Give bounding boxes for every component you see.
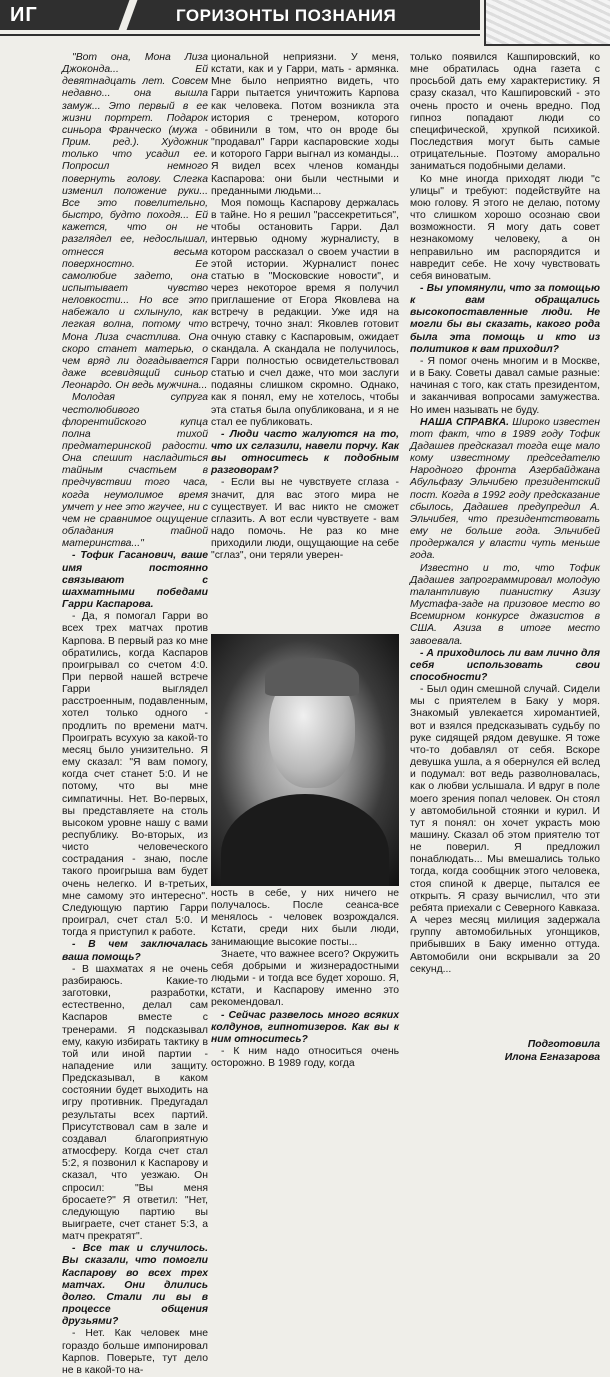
section-title: ГОРИЗОНТЫ ПОЗНАНИЯ (176, 6, 397, 25)
paragraph: - В чем заключалась ваша помощь? (62, 939, 208, 963)
reference-text: Широко известен тот факт, что в 1989 году Тофик Дадашев предсказал тогда еще мало кому известному председателю Народного фронта Азербайджана Абульфазу Эльчибею президентский пост. Когда в 1992 году предсказание сбылось, Дадашев предупредил А. Эльчибея, что президентствовать ему не больше года. Эльчибей продержался у власти чуть меньше года. (410, 416, 600, 562)
header-illustration-icon (484, 0, 610, 46)
paragraph: только появился Кашпировский, ко мне обратилась одна газета с просьбой дать ему характеристику. Я сразу сказал, что Кашпировский - это очень просто и очень вредно. Под гипноз попадают люди со специфической, хрупкой психикой. Последствия могут быть самые отрицательные. Поэтому аморально заниматься подобными делами. (410, 52, 600, 173)
portrait-shoulders (221, 794, 389, 886)
paragraph: ность в себе, у них ничего не получалось. После сеанса-все менялось - человек возрождался. Кстати, среди них были люди, занимающие высокие посты... (211, 888, 399, 948)
column-2 (211, 52, 399, 563)
portrait-photo (211, 634, 399, 886)
paragraph: - Все так и случилось. Вы сказали, что помогли Каспарову во всех трех матчах. Они длились долго. Стали ли вы в процессе общения друзьями? (62, 1243, 208, 1328)
paragraph: - Я помог очень многим и в Москве, и в Баку. Советы давал самые разные: начиная с того, как стать президентом, и заканчивая вопросами замужества. Но имен называть не буду. (410, 355, 600, 416)
reference-label: НАША СПРАВКА. (420, 416, 510, 428)
paragraph: "Вот она, Мона Лиза Джоконда... Ей девятнадцать лет. Совсем недавно... она вышла замуж... Это первый в ее жизни портрет. Подарок синьора Франческо (мужа - Прим. ред.). Художник только что усадил ее. Попросил немного повернуть голову. Слегка изменил положение руки... Все это повелительно, быстро, будто походя... Ей кажется, что он не разглядел ее, недослышал, отнесся весьма поверхностно. Ее самолюбие задето, она испытывает чувство неловкости... Но все это набежало и схлынуло, как легкая волна, потому что Мона Лиза счастлива. Она скоро станет матерью, о чем вряд ли догадывается даже всевидящий синьор Леонардо. Он ведь мужчина... (62, 52, 208, 392)
paragraph: - Тофик Гасанович, ваше имя постоянно связывают с шахматными победами Гарри Каспарова. (62, 550, 208, 611)
header-rule (0, 34, 480, 36)
paragraph: - В шахматах я не очень разбираюсь. Какие-то заготовки, разработки, естественно, делал сам Каспаров вместе с тренерами. Я подсказывал ему, какую избирать тактику в той или иной партии - нападение или защиту. Предсказывал, в каком состоянии будет выходить на игру противник. Предугадал результаты всех партий. Присутствовал сам в зале и создавал благоприятную атмосферу. Когда счет стал 5:2, я позвонил к Каспарову и сказал, что уезжаю. Он спросил: "Вы меня бросаете?" Я ответил: "Нет, следующую партию вы выиграете, счет станет 5:3, а матч прекратят". (62, 963, 208, 1243)
paragraph: - Вы упомянули, что за помощью к вам обращались высокопоставленные люди. Не могли бы вы сказать, какого рода была эта помощь и кто из политиков к вам приходил? (410, 282, 600, 355)
paragraph: Знаете, что важнее всего? Окружить себя добрыми и жизнерадостными людьми - и тогда все будет хорошо. Я, кстати, и Каспарову именно это рекомендовал. (211, 948, 399, 1009)
paragraph: Молодая супруга честолюбивого флорентийского купца полна тихой предматеринской радости. Она спешит насладиться тайным счастьем в предчувствии того часа, когда неумолимое время умчет у нее это жгучее, ни с чем не сравнимое ощущение обладания тайной материнства..." (62, 392, 208, 550)
signature-author-name: Илона Егназарова (504, 1052, 600, 1063)
paragraph: - Да, я помогал Гарри во всех трех матчах против Карпова. В первый раз ко мне обратились, когда Каспаров проигрывал со счетом 4:0. При первой нашей встрече Гарри выглядел расстроенным, подавленным, хотел только одного - продлить по времени матч. Проиграть всухую за какой-то месяц было унизительно. Я ему сказал: "Я вам помогу, когда счет станет 5:0. И не потому, что вы мне симпатичны. Нет. Во-первых, вы представляете на столь высоком уровне нашу с вами республику. Во-вторых, из чисто человеческого сострадания - знаю, после такого проигрыша вам будет очень нелегко. И в-третьих, мне самому это интересно". Следующую партию Гарри проиграл, счет стал 5:0. И тогда я приступил к работе. (62, 611, 208, 939)
paragraph: - Сейчас развелось много всяких колдунов, гипнотизеров. Как вы к ним относитесь? (211, 1009, 399, 1045)
paragraph: Известно и то, что Тофик Дадашев запрограммировал молодую талантливую пианистку Азизу Мустафа-заде на призовое место во Всемирном конкурсе джазистов в США. Азиза в итоге место завоевала. (410, 562, 600, 647)
paragraph: - К ним надо относиться очень осторожно. В 1989 году, когда (211, 1046, 399, 1070)
author-signature (410, 1038, 600, 1064)
portrait-hair (265, 658, 359, 696)
paragraph: - Нет. Как человек мне гораздо больше импонировал Карпов. Поверьте, тут дело не в какой-то на- (62, 1328, 208, 1376)
paragraph: - Если вы не чувствуете сглаза - значит, для вас этого мира не существует. И вас никто не сможет сглазить. А вот если чувствуете - вам надо помочь. Не раз ко мне приходили люди, ощущающие на себе "сглаз", они теряли уверен- (211, 477, 399, 562)
column-3 (410, 52, 600, 976)
header-separator (119, 0, 138, 30)
paragraph: Ко мне иногда приходят люди "с улицы" и требуют: подействуйте на мою голову. Я этого не делаю, потому что слишком хорошо осознаю свои возможности. Я могу дать совет незнакомому человеку, а он неправильно им распорядится и навредит себе. Не хочу чувствовать себя виноватым. (410, 173, 600, 282)
signature-prepared-by: Подготовила (527, 1039, 600, 1050)
paragraph: - Люди часто жалуются на то, что их сглазили, навели порчу. Как вы относитесь к подобным разговорам? (211, 428, 399, 477)
paragraph: Моя помощь Каспарову держалась в тайне. Но я решил "рассекретиться", чтобы остановить Гарри. Дал интервью одному журналисту, в котором рассказал о своем участии в этой истории. Журналист понес статью в "Московские новости", и через некоторое время я получил приглашение от Егора Яковлева на встречу в редакции. Уже идя на встречу, точно знал: Яковлев готовит очную ставку с Каспаровым, ожидает скандала. А скандала не получилось, Гарри полностью освидетельствовал статью и счел даже, что мои заслуги подаяны слишком скромно. Однако, как я понял, ему не хотелось, чтобы эта статья была опубликована, и я не стал ее публиковать. (211, 197, 399, 428)
page-header (0, 0, 610, 48)
paragraph: циональной неприязни. У меня, кстати, как и у Гарри, мать - армянка. Мне было неприятно видеть, что Гарри пытается уничтожить Карпова как человека. Потом возникла эта история с тренером, которого обвинили в том, что он вроде бы "продавал" Гарри каспаровские ходы и которого Гарри выгнал из команды... Я видел всех членов команды Каспарова: они были честными и преданными людьми... (211, 52, 399, 197)
paragraph (410, 417, 600, 563)
column-2-bottom (211, 888, 399, 1070)
header-band (0, 0, 480, 30)
paragraph: - А приходилось ли вам лично для себя использовать свои способности? (410, 647, 600, 683)
newspaper-abbr: ИГ (10, 4, 38, 26)
column-1 (62, 52, 208, 1377)
paragraph: - Был один смешной случай. Сидели мы с приятелем в Баку у моря. Знакомый увлекается хиромантией, вот и взялся предсказывать судьбу по руке сидящей рядом девушке. Я тоже что-то добавлял от себя. Вскоре девушка ушла, а я обернулся ей вслед и подумал: вот ведь разволновалась, как о любви услышала. И вдруг в поле моего зрения попал человек. Он стоял у автомобильной стоянки и курил. И тут я понял: он хочет украсть мою машину. Сказал об этом приятелю тот не поверил. Я предложил понаблюдать... Мы вмешались только тогда, когда сообщник этого человека, стоя спиной к дверце, пытался ее открыть. Я сразу вычислил, что эти ребята приехали с Северного Кавказа. А через месяц милиция задержала группу автомобильных угонщиков, прибывших в Баку именно оттуда. Автомобили они вскрывали за 20 секунд... (410, 684, 600, 975)
